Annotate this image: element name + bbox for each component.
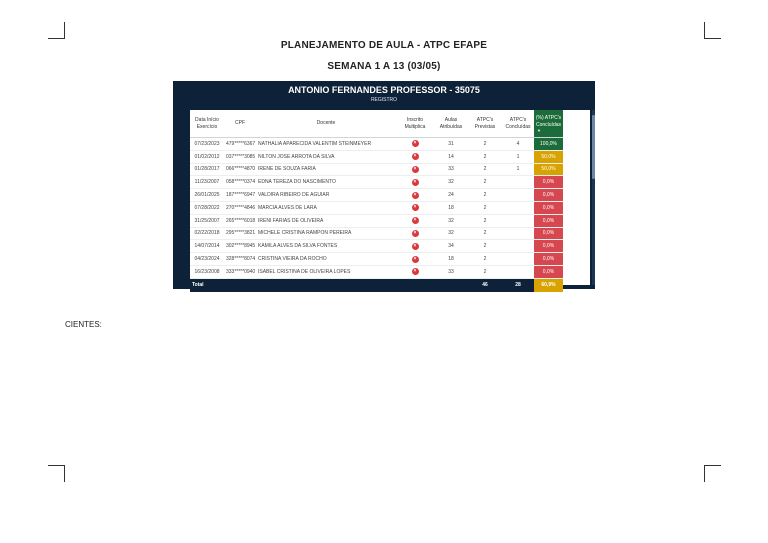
cell-inscrito [396,138,434,151]
crop-mark-bottom-right [704,465,721,482]
table-row[interactable] [190,214,563,227]
scrollbar-thumb[interactable] [592,115,595,179]
not-enrolled-icon: × [412,192,419,199]
cell-concluidas [502,189,534,202]
cell-previstas: 2 [468,176,502,189]
not-enrolled-icon: × [412,268,419,275]
cell-inscrito [396,150,434,163]
not-enrolled-icon: × [412,217,419,224]
not-enrolled-icon: × [412,166,419,173]
cell-aulas: 32 [434,227,468,240]
cell-docente: KAMILA ALVES DA SILVA FONTES [256,240,396,253]
column-header-docente[interactable]: Docente [256,110,396,138]
table-header-row [190,110,563,138]
cell-inscrito [396,253,434,266]
cell-docente: EDNA TEREZA DO NASCIMENTO [256,176,396,189]
not-enrolled-icon: × [412,179,419,186]
cell-inscrito [396,189,434,202]
table-row[interactable] [190,227,563,240]
report-table [190,110,563,292]
cell-data: 07/28/2022 [190,201,224,214]
cell-cpf: 333*****0940 [224,265,256,278]
cell-concluidas [502,176,534,189]
table-row[interactable] [190,240,563,253]
column-header-percent-label: (%) ATPC's Concluídas [535,114,562,128]
not-enrolled-icon: × [412,204,419,211]
cell-previstas: 2 [468,227,502,240]
table-row[interactable] [190,176,563,189]
column-header-data[interactable]: Data Início Exercício [190,110,224,138]
total-concluidas: 28 [502,278,534,292]
not-enrolled-icon: × [412,230,419,237]
table-row[interactable] [190,253,563,266]
cell-aulas: 32 [434,214,468,227]
cell-percent: 0,0% [534,189,563,202]
table-row[interactable] [190,265,563,278]
cell-inscrito [396,240,434,253]
cell-cpf: 066*****4870 [224,163,256,176]
cell-docente: CRISTINA VIEIRA DA ROCHO [256,253,396,266]
cell-data: 31/25/2007 [190,214,224,227]
cell-aulas: 33 [434,265,468,278]
cell-aulas: 33 [434,163,468,176]
cell-concluidas [502,265,534,278]
cell-docente: VALDIRA RIBEIRO DE AGUIAR [256,189,396,202]
column-header-cpf[interactable]: CPF [224,110,256,138]
cell-cpf: 037*****3085 [224,150,256,163]
cell-aulas: 18 [434,201,468,214]
total-percent: 60,9% [534,278,563,292]
teacher-name: ANTONIO FERNANDES PROFESSOR - 35075 [288,85,480,95]
cell-docente: MARCIA ALVES DE LARA [256,201,396,214]
cell-docente: ISABEL CRISTINA DE OLIVEIRA LOPES [256,265,396,278]
cell-concluidas [502,227,534,240]
cell-previstas: 2 [468,201,502,214]
table-row[interactable] [190,138,563,151]
report-section-label: REGISTRO [370,97,398,103]
cell-aulas: 24 [434,189,468,202]
cell-cpf: 328*****8074 [224,253,256,266]
footer-cientes-label: CIENTES: [65,320,102,329]
cell-aulas: 14 [434,150,468,163]
cell-cpf: 302*****8945 [224,240,256,253]
cell-percent: 100,0% [534,138,563,151]
cell-percent: 0,0% [534,265,563,278]
cell-percent: 0,0% [534,240,563,253]
cell-docente: NILTON JOSE ARROTA DA SILVA [256,150,396,163]
cell-previstas: 2 [468,265,502,278]
cell-data: 01/02/2012 [190,150,224,163]
sort-descending-icon[interactable]: ▼ [537,127,541,133]
cell-concluidas [502,240,534,253]
cell-cpf: 265*****6018 [224,214,256,227]
cell-cpf: 187*****6947 [224,189,256,202]
cell-aulas: 18 [434,253,468,266]
report-table-container [190,110,590,289]
cell-data: 26/01/2025 [190,189,224,202]
cell-data: 14/07/2014 [190,240,224,253]
column-header-percent[interactable] [534,110,563,138]
table-row[interactable] [190,201,563,214]
column-header-concluidas[interactable]: ATPC's Concluídas [502,110,534,138]
cell-percent: 0,0% [534,227,563,240]
total-previstas: 46 [468,278,502,292]
cell-concluidas: 1 [502,163,534,176]
report-header [173,81,595,110]
cell-data: 02/22/2018 [190,227,224,240]
report-panel [173,81,595,289]
cell-data: 11/23/2007 [190,176,224,189]
cell-data: 07/23/2023 [190,138,224,151]
total-row [190,278,563,292]
column-header-previstas[interactable]: ATPC's Previstas [468,110,502,138]
cell-aulas: 34 [434,240,468,253]
cell-docente: IRENE DE SOUZA FARIA [256,163,396,176]
cell-previstas: 2 [468,214,502,227]
document-subtitle: SEMANA 1 A 13 (03/05) [327,61,441,72]
crop-mark-bottom-left [48,465,65,482]
cell-previstas: 2 [468,150,502,163]
table-row[interactable] [190,150,563,163]
cell-data: 01/28/2017 [190,163,224,176]
cell-inscrito [396,227,434,240]
cell-inscrito [396,176,434,189]
cell-previstas: 2 [468,138,502,151]
cell-docente: IRENI FARIAS DE OLIVEIRA [256,214,396,227]
cell-percent: 0,0% [534,176,563,189]
document-title: PLANEJAMENTO DE AULA - ATPC EFAPE [280,40,488,51]
total-label: Total [190,278,224,292]
cell-inscrito [396,214,434,227]
cell-percent: 0,0% [534,214,563,227]
column-header-aulas[interactable]: Aulas Atribuídas [434,110,468,138]
cell-docente: NATHALIA APARECIDA VALENTIM STEINMEYER [256,138,396,151]
cell-previstas: 2 [468,240,502,253]
not-enrolled-icon: × [412,243,419,250]
cell-concluidas [502,201,534,214]
cell-data: 16/23/2008 [190,265,224,278]
cell-percent: 0,0% [534,253,563,266]
not-enrolled-icon: × [412,140,419,147]
crop-mark-top-right [704,22,721,39]
cell-percent: 50,0% [534,163,563,176]
cell-concluidas [502,253,534,266]
cell-previstas: 2 [468,189,502,202]
cell-cpf: 270*****4846 [224,201,256,214]
not-enrolled-icon: × [412,153,419,160]
cell-aulas: 32 [434,176,468,189]
not-enrolled-icon: × [412,256,419,263]
table-row[interactable] [190,163,563,176]
cell-cpf: 479*****6367 [224,138,256,151]
cell-cpf: 058*****0374 [224,176,256,189]
cell-cpf: 295*****3821 [224,227,256,240]
cell-concluidas [502,214,534,227]
cell-previstas: 2 [468,253,502,266]
cell-inscrito [396,201,434,214]
cell-aulas: 31 [434,138,468,151]
crop-mark-top-left [48,22,65,39]
cell-percent: 0,0% [534,201,563,214]
cell-inscrito [396,163,434,176]
cell-percent: 50,0% [534,150,563,163]
table-row[interactable] [190,189,563,202]
cell-previstas: 2 [468,163,502,176]
cell-data: 04/23/2024 [190,253,224,266]
column-header-inscrito[interactable]: Inscrito Multiplica [396,110,434,138]
cell-docente: MICHELE CRISTINA RAMPON PEREIRA [256,227,396,240]
cell-inscrito [396,265,434,278]
cell-concluidas: 1 [502,150,534,163]
cell-concluidas: 4 [502,138,534,151]
